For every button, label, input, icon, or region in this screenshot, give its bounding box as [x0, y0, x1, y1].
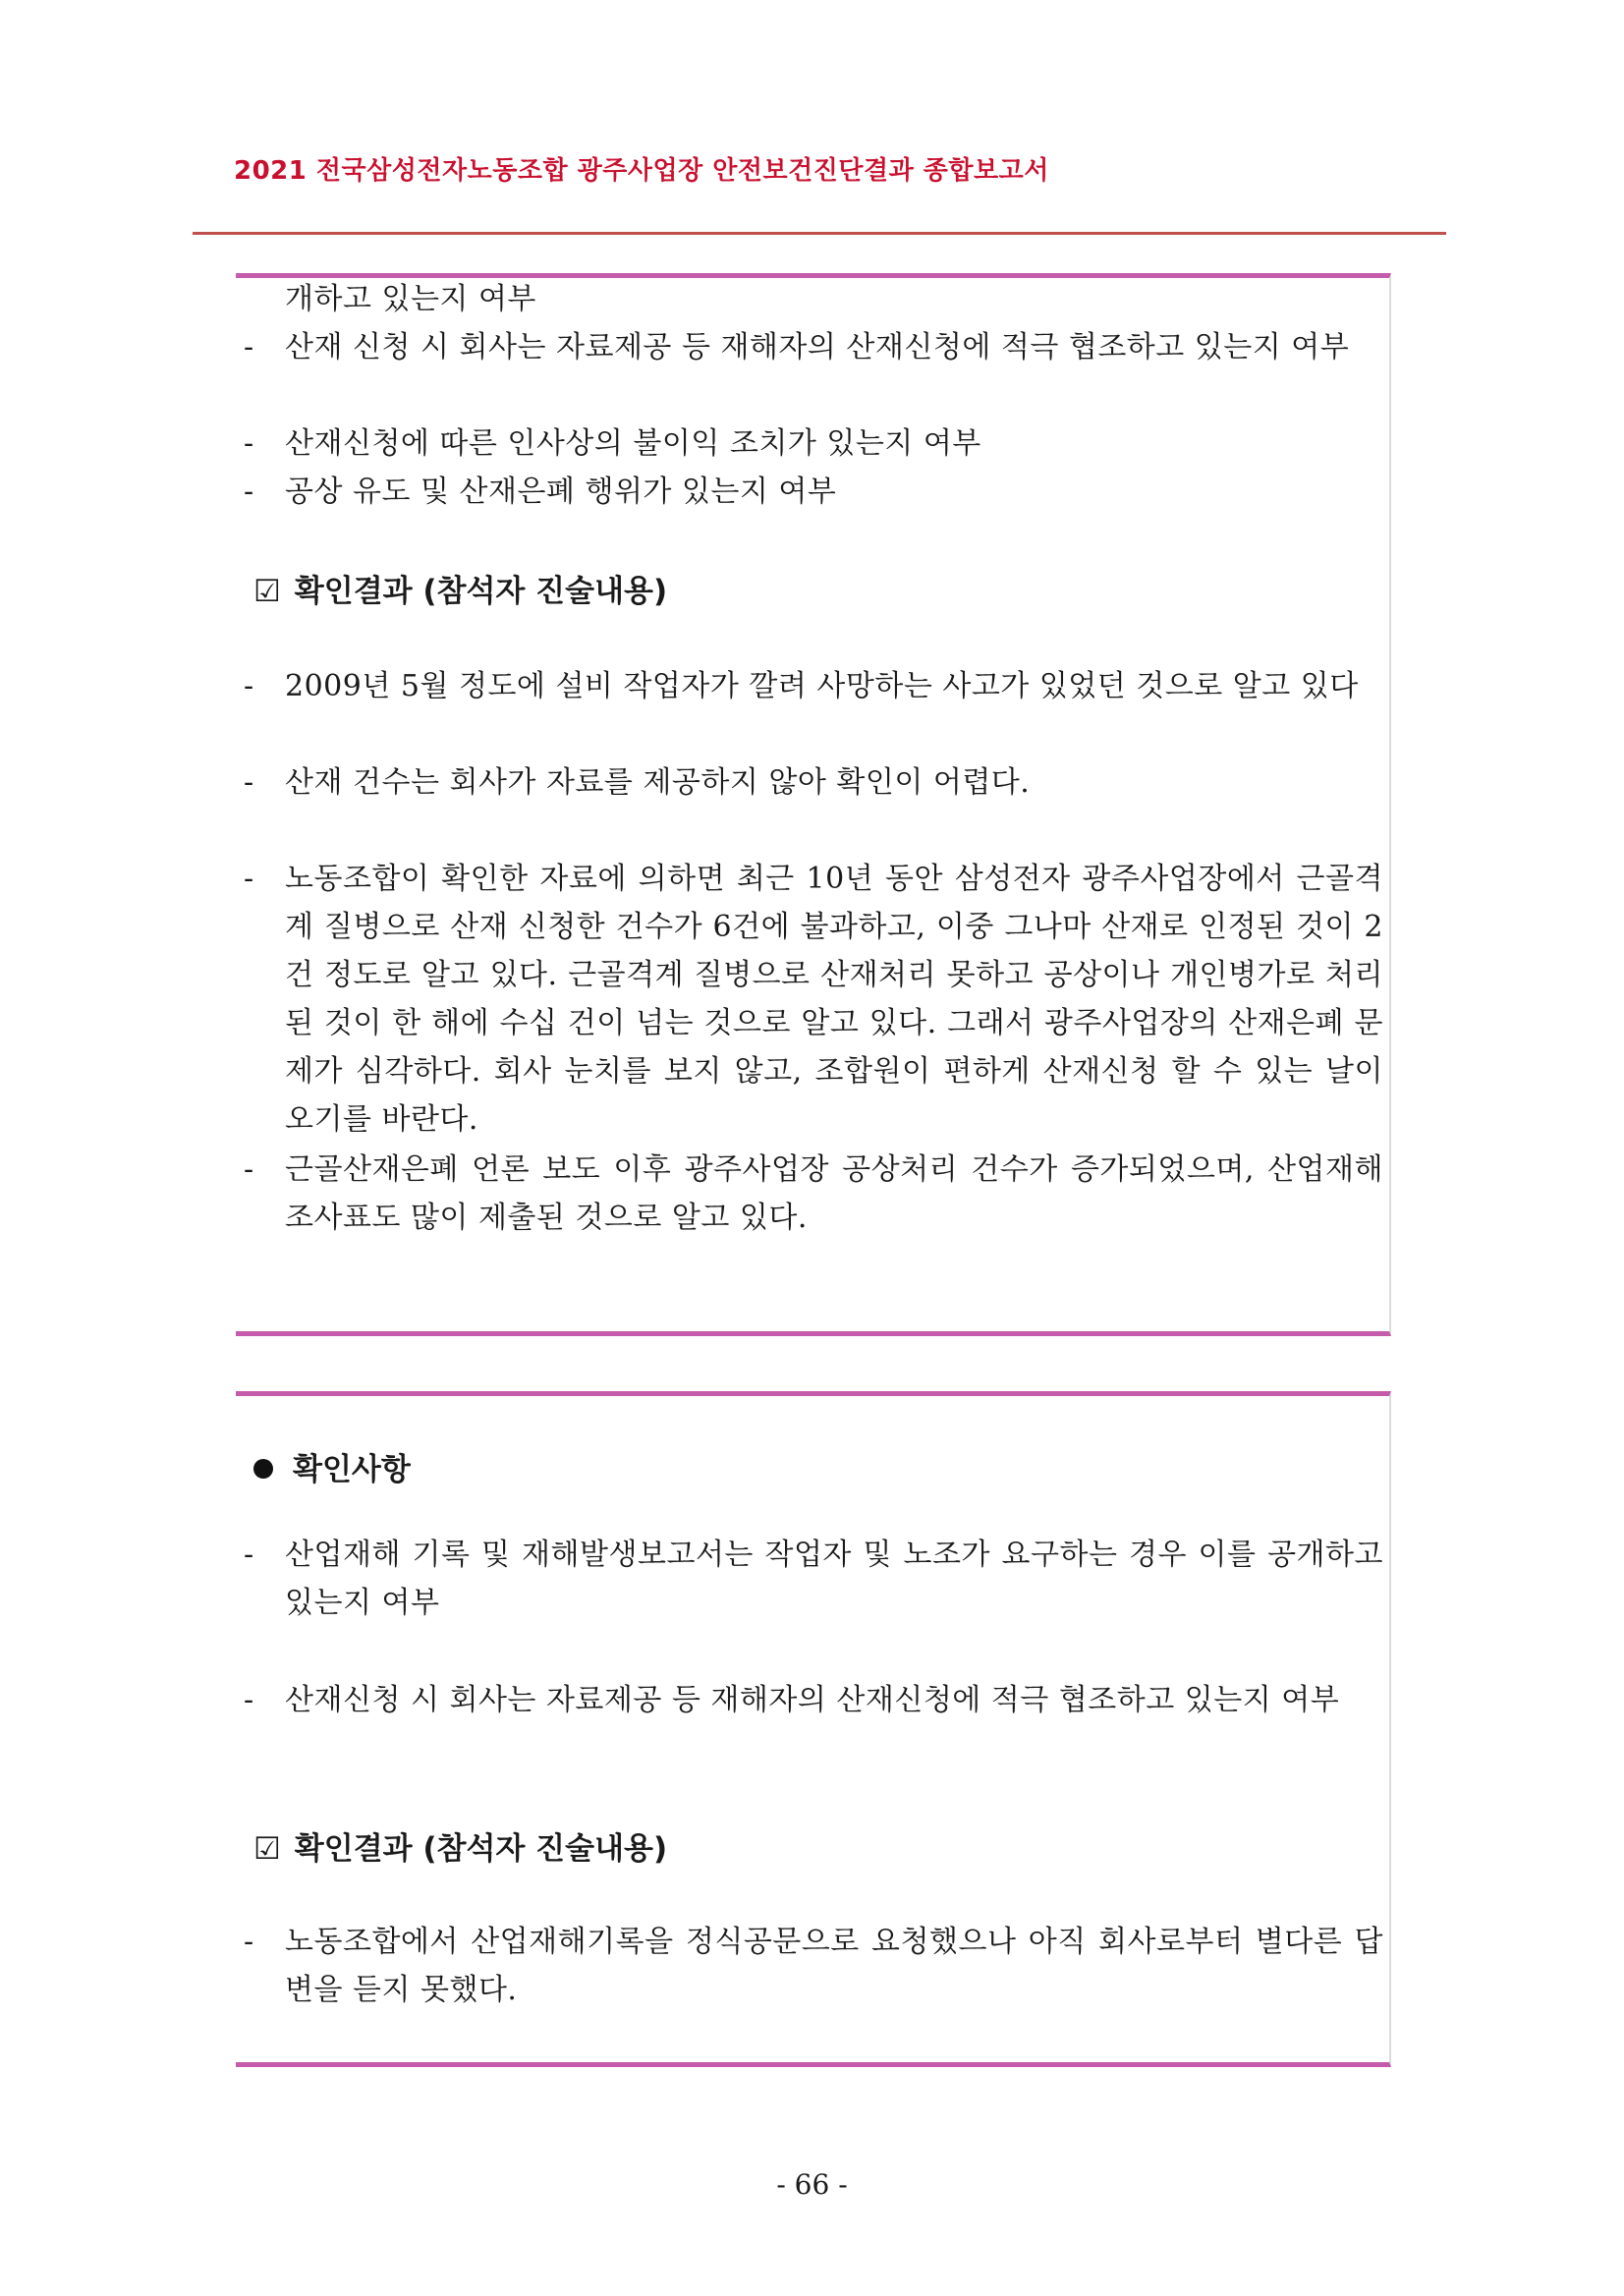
dash-marker: - — [244, 475, 254, 509]
result-heading — [253, 1823, 667, 1868]
dash-marker: - — [244, 862, 254, 896]
list-item — [244, 468, 1383, 516]
list-item-text: 근골산재은폐 언론 보도 이후 광주사업장 공상처리 건수가 증가되었으며, 산업재해조사표도 많이 제출된 것으로 알고 있다. — [285, 1152, 1383, 1235]
list-item-text: 산재 신청 시 회사는 자료제공 등 재해자의 산재신청에 적극 협조하고 있는지 여부 — [285, 330, 1350, 364]
continued-line: 개하고 있는지 여부 — [285, 282, 536, 316]
dash-marker: - — [244, 669, 254, 703]
dash-marker: - — [244, 1538, 254, 1572]
list-item — [244, 323, 1383, 371]
dash-marker: - — [244, 765, 254, 800]
list-item-text: 공상 유도 및 산재은폐 행위가 있는지 여부 — [285, 475, 837, 509]
dash-marker: - — [244, 1925, 254, 1959]
result-heading-text: 확인결과 (참석자 진술내용) — [294, 574, 668, 609]
list-item-text: 노동조합이 확인한 자료에 의하면 최근 10년 동안 삼성전자 광주사업장에서 근골격계 질병으로 산재 신청한 건수가 6건에 불과하고, 이중 그나마 산재로 인정된 것이 2건 정도로 알고 있다. 근골격계 질병으로 산재처리 못하고 공상이나 개인병가로 처리된 것이 한 해에 수십 건이 넘는 것으로 알고 있다. 그래서 광주사업장의 산재은폐 문제가 심각하다. 회사 눈치를 보지 않고, 조합원이 편하게 산재신청 할 수 있는 날이 오기를 바란다. — [285, 862, 1383, 1137]
check-items-heading — [253, 1444, 411, 1488]
list-item-text: 산재신청 시 회사는 자료제공 등 재해자의 산재신청에 적극 협조하고 있는지 여부 — [285, 1683, 1340, 1717]
report-header-title: 2021 전국삼성전자노동조합 광주사업장 안전보건진단결과 종합보고서 — [234, 156, 1049, 186]
header-rule — [193, 232, 1446, 235]
list-item — [244, 1676, 1383, 1724]
list-item — [244, 662, 1383, 710]
dash-marker: - — [244, 426, 254, 461]
result-heading-text: 확인결과 (참석자 진술내용) — [294, 1831, 668, 1867]
list-item-text: 산재 건수는 회사가 자료를 제공하지 않아 확인이 어렵다. — [285, 765, 1031, 800]
list-item-text: 2009년 5월 정도에 설비 작업자가 깔려 사망하는 사고가 있었던 것으로 알고 있다 — [285, 669, 1359, 703]
page-number: - 66 - — [776, 2168, 848, 2201]
dash-marker: - — [244, 1152, 254, 1187]
result-heading — [253, 566, 667, 610]
list-item — [244, 758, 1383, 807]
dash-marker: - — [244, 330, 254, 364]
check-items-heading-text: 확인사항 — [293, 1452, 411, 1487]
list-item-text: 산업재해 기록 및 재해발생보고서는 작업자 및 노조가 요구하는 경우 이를 공개하고 있는지 여부 — [285, 1538, 1383, 1620]
list-item-text: 산재신청에 따른 인사상의 불이익 조치가 있는지 여부 — [285, 426, 981, 461]
list-item — [244, 1146, 1383, 1242]
list-item — [244, 855, 1383, 1144]
list-item — [244, 1918, 1383, 2014]
checkbox-checked-icon: ☑ — [253, 1831, 281, 1867]
checkbox-checked-icon: ☑ — [253, 574, 281, 609]
list-item — [244, 1531, 1383, 1627]
dash-marker: - — [244, 1683, 254, 1717]
list-item-text: 노동조합에서 산업재해기록을 정식공문으로 요청했으나 아직 회사로부터 별다른 답변을 듣지 못했다. — [285, 1925, 1383, 2007]
bullet-dot-icon — [253, 1459, 273, 1479]
list-item — [244, 420, 1383, 468]
